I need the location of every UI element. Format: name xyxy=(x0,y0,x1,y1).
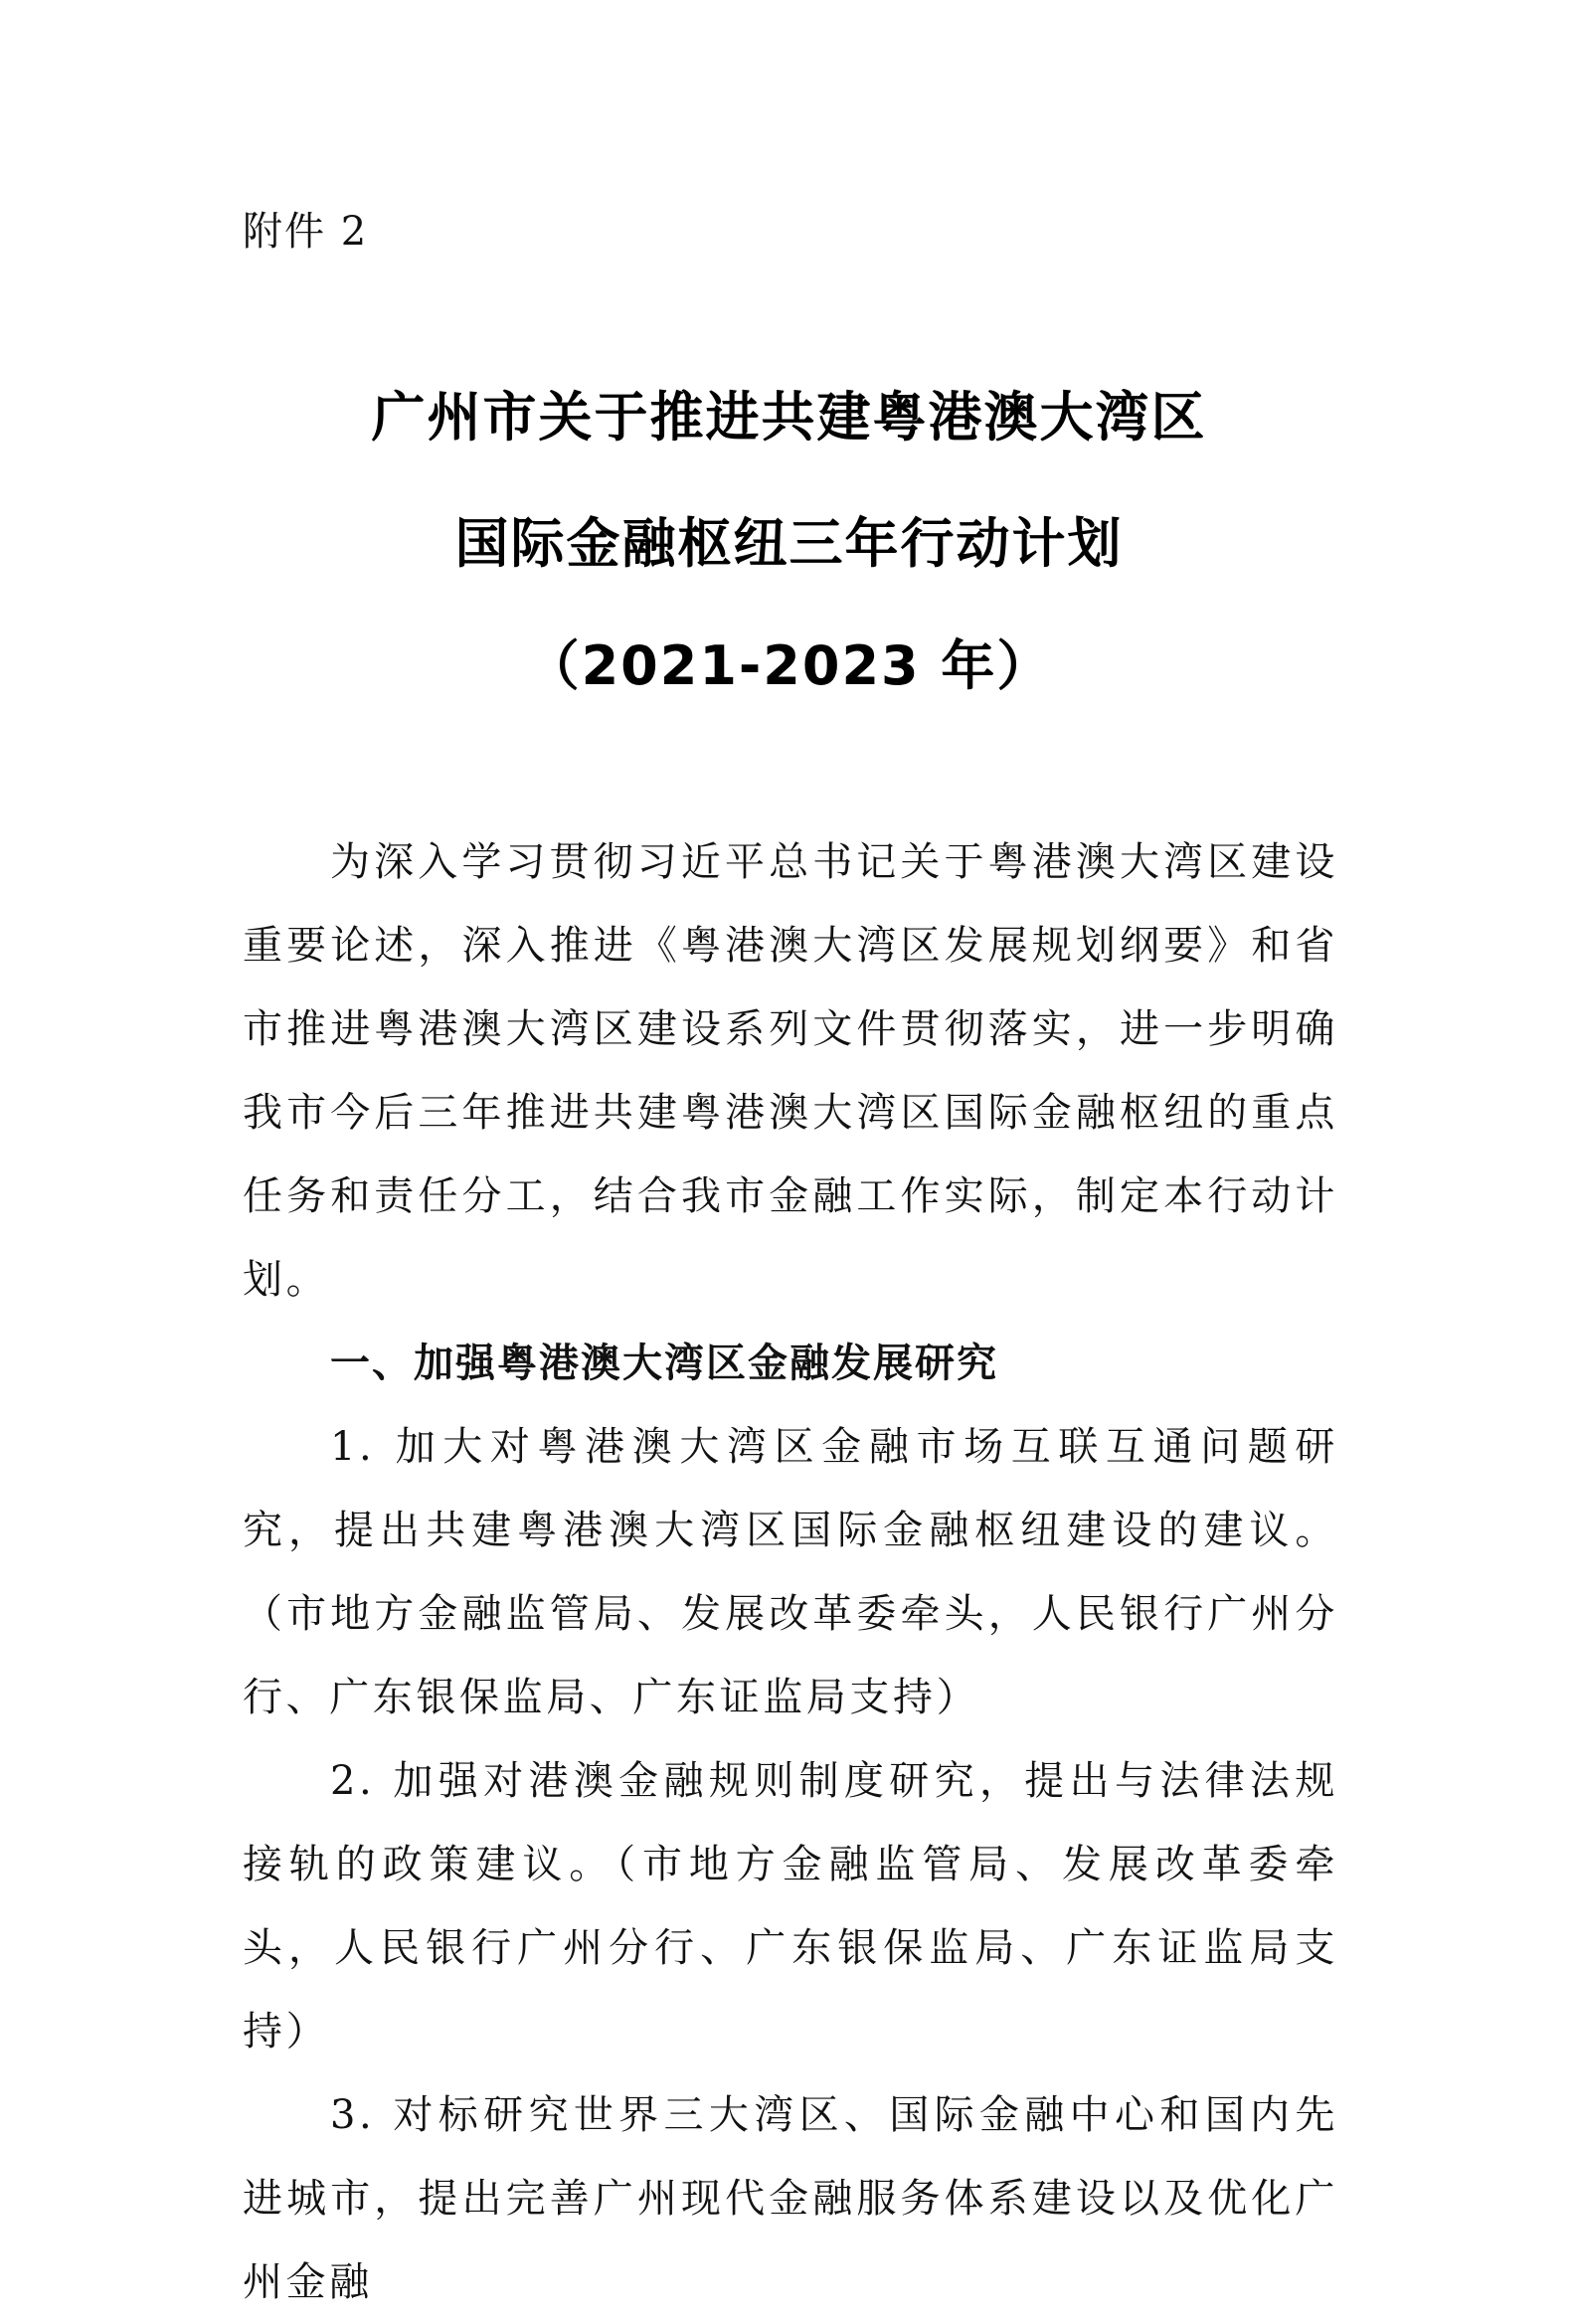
intro-paragraph: 为深入学习贯彻习近平总书记关于粤港澳大湾区建设重要论述，深入推进《粤港澳大湾区发展规划纲要》和省市推进粤港澳大湾区建设系列文件贯彻落实，进一步明确我市今后三年推进共建粤港澳大湾区国际金融枢纽的重点任务和责任分工，结合我市金融工作实际，制定本行动计划。 xyxy=(243,839,1338,1303)
document-title-line-1: 广州市关于推进共建粤港澳大湾区 xyxy=(371,386,1207,448)
section-heading-1: 一、加强粤港澳大湾区金融发展研究 xyxy=(330,1341,998,1386)
list-item-3: 3. 对标研究世界三大湾区、国际金融中心和国内先进城市，提出完善广州现代金融服务体系建设以及优化广州金融 xyxy=(243,2092,1338,2305)
document-title-years: （2021-2023 年） xyxy=(525,634,1053,697)
list-item-2: 2. 加强对港澳金融规则制度研究，提出与法律法规接轨的政策建议。（市地方金融监管局、发展改革委牵头，人民银行广州分行、广东银保监局、广东证监局支持） xyxy=(243,1758,1338,2055)
document-body xyxy=(243,820,1338,2324)
attachment-label: 附件 2 xyxy=(243,209,369,255)
document-title-line-2: 国际金融枢纽三年行动计划 xyxy=(454,512,1124,575)
list-item-1: 1. 加大对粤港澳大湾区金融市场互联互通问题研究，提出共建粤港澳大湾区国际金融枢纽建设的建议。（市地方金融监管局、发展改革委牵头，人民银行广州分行、广东银保监局、广东证监局支持） xyxy=(243,1424,1338,1720)
